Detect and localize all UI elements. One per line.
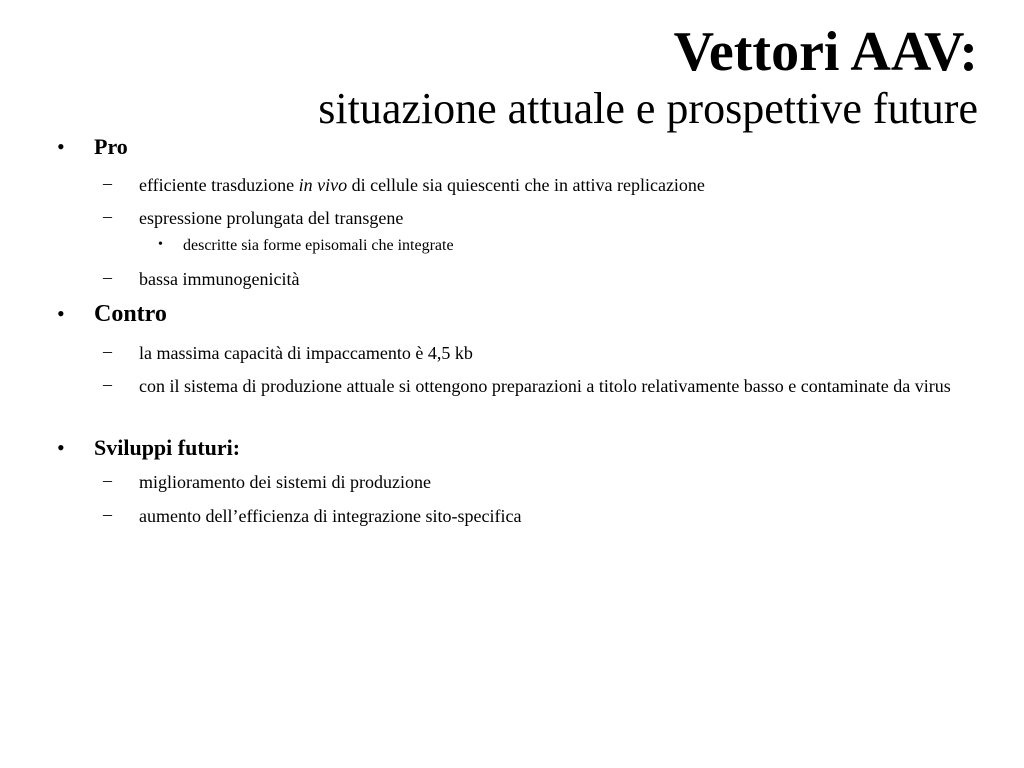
bullet-marker: •: [57, 435, 65, 460]
bullet-heading-sviluppi-futuri: Sviluppi futuri:: [94, 435, 241, 460]
bullet-heading-pro: Pro: [94, 134, 128, 159]
slide-title: [318, 20, 978, 134]
title-main: Vettori AAV:: [673, 21, 978, 83]
dash-marker: –: [103, 341, 112, 361]
title-subtitle: situazione attuale e prospettive future: [318, 84, 978, 133]
dash-marker: –: [103, 504, 112, 524]
list-item-text: la massima capacità di impaccamento è 4,5 kb: [139, 343, 473, 363]
list-item-text: espressione prolungata del transgene: [139, 208, 404, 228]
bullet-marker: •: [158, 237, 163, 252]
list-item-text: [139, 173, 989, 198]
sub-list-item-text: descritte sia forme episomali che integrate: [183, 237, 454, 254]
bullet-marker: •: [57, 134, 65, 159]
list-item-text: miglioramento dei sistemi di produzione: [139, 472, 431, 492]
list-item-text: aumento dell’efficienza di integrazione sito-specifica: [139, 506, 522, 526]
text-before: efficiente trasduzione: [139, 175, 299, 195]
dash-marker: –: [103, 470, 112, 490]
list-item-text: bassa immunogenicità: [139, 269, 300, 289]
dash-marker: –: [103, 374, 112, 394]
text-after: di cellule sia quiescenti che in attiva replicazione: [347, 175, 705, 195]
dash-marker: –: [103, 267, 112, 287]
bullet-marker: •: [57, 301, 65, 326]
dash-marker: –: [103, 206, 112, 226]
dash-marker: –: [103, 173, 112, 193]
bullet-heading-contro: Contro: [94, 301, 167, 327]
list-item-text: con il sistema di produzione attuale si ottengono preparazioni a titolo relativamente basso e contaminate da virus: [139, 376, 951, 396]
text-italic: in vivo: [298, 175, 348, 195]
